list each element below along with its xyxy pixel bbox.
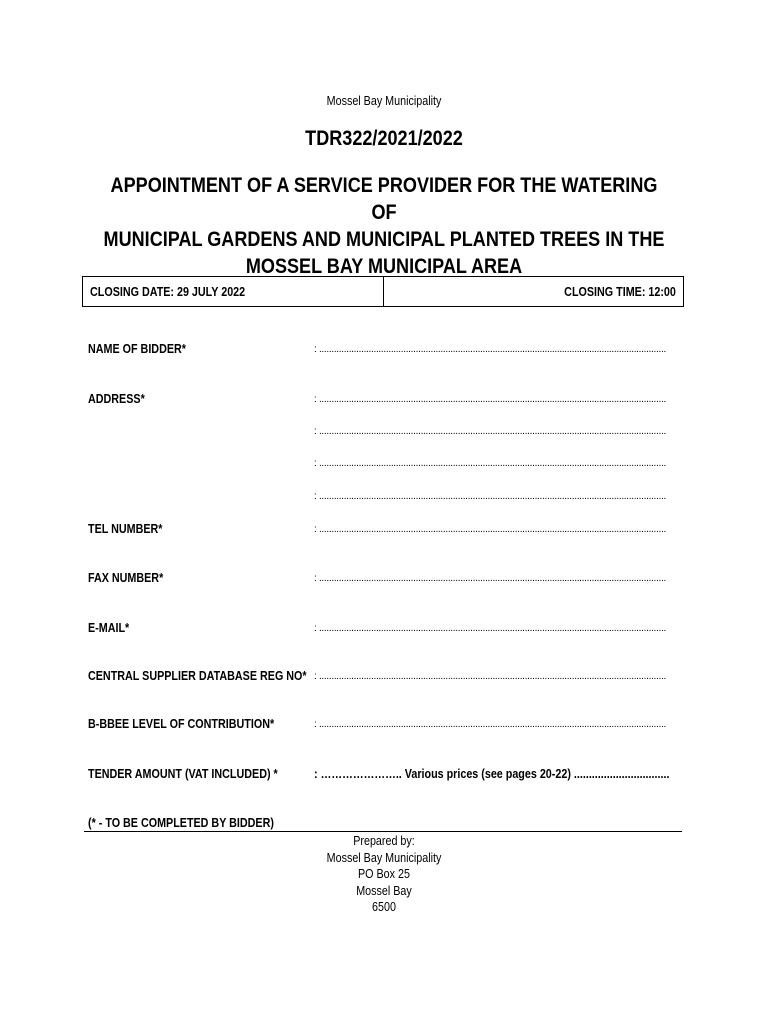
address-field-line-1[interactable]: : ............................................................................................................................................: [314, 394, 666, 405]
csd-reg-no-label: CENTRAL SUPPLIER DATABASE REG NO*: [88, 669, 307, 683]
footer-divider: [84, 831, 682, 832]
prepared-by-po-box: PO Box 25: [357, 867, 410, 881]
tender-amount-value: : ………………….. Various prices (see pages 20-22) ................................: [314, 767, 670, 781]
bbbee-level-label: B-BBEE LEVEL OF CONTRIBUTION*: [88, 717, 275, 731]
prepared-by-block: [0, 833, 768, 916]
email-field[interactable]: : ............................................................................................................................................: [314, 623, 666, 634]
closing-details-box: [82, 276, 684, 307]
tender-title-line-3: MOSSEL BAY MUNICIPAL AREA: [245, 255, 523, 278]
prepared-by-label: Prepared by:: [353, 834, 415, 848]
prepared-by-organisation: Mossel Bay Municipality: [326, 850, 442, 865]
closing-time-cell: [384, 277, 684, 306]
organisation-header: [0, 94, 768, 108]
fax-number-label: FAX NUMBER*: [88, 571, 164, 585]
prepared-by-postal-code: 6500: [372, 900, 396, 914]
closing-date: CLOSING DATE: 29 JULY 2022: [90, 284, 246, 299]
completion-footnote: (* - TO BE COMPLETED BY BIDDER): [88, 816, 274, 830]
name-of-bidder-label: NAME OF BIDDER*: [88, 342, 186, 356]
tender-reference: [0, 127, 768, 151]
tel-number-field[interactable]: : ............................................................................................................................................: [314, 524, 666, 535]
address-field-line-3[interactable]: : ............................................................................................................................................: [314, 458, 666, 469]
fax-number-field[interactable]: : ............................................................................................................................................: [314, 573, 666, 584]
bbbee-level-field[interactable]: : ............................................................................................................................................: [314, 719, 666, 730]
closing-date-cell: [83, 277, 384, 306]
tender-title-line-1: APPOINTMENT OF A SERVICE PROVIDER FOR THE WATERING OF: [110, 174, 658, 224]
tender-title: [54, 172, 714, 280]
tender-reference-text: TDR322/2021/2022: [305, 127, 463, 150]
tender-amount-label: TENDER AMOUNT (VAT INCLUDED) *: [88, 767, 278, 781]
address-label: ADDRESS*: [88, 392, 145, 406]
tel-number-label: TEL NUMBER*: [88, 522, 163, 536]
email-label: E-MAIL*: [88, 621, 130, 635]
tender-title-line-2: MUNICIPAL GARDENS AND MUNICIPAL PLANTED TREES IN THE: [103, 228, 665, 251]
prepared-by-town: Mossel Bay: [356, 883, 412, 898]
address-field-line-2[interactable]: : ............................................................................................................................................: [314, 426, 666, 437]
csd-reg-no-field[interactable]: : ............................................................................................................................................: [314, 671, 666, 682]
address-field-line-4[interactable]: : ............................................................................................................................................: [314, 491, 666, 502]
name-of-bidder-field[interactable]: : ............................................................................................................................................: [314, 344, 666, 355]
closing-time: CLOSING TIME: 12:00: [564, 284, 676, 299]
organisation-name: Mossel Bay Municipality: [326, 94, 442, 108]
